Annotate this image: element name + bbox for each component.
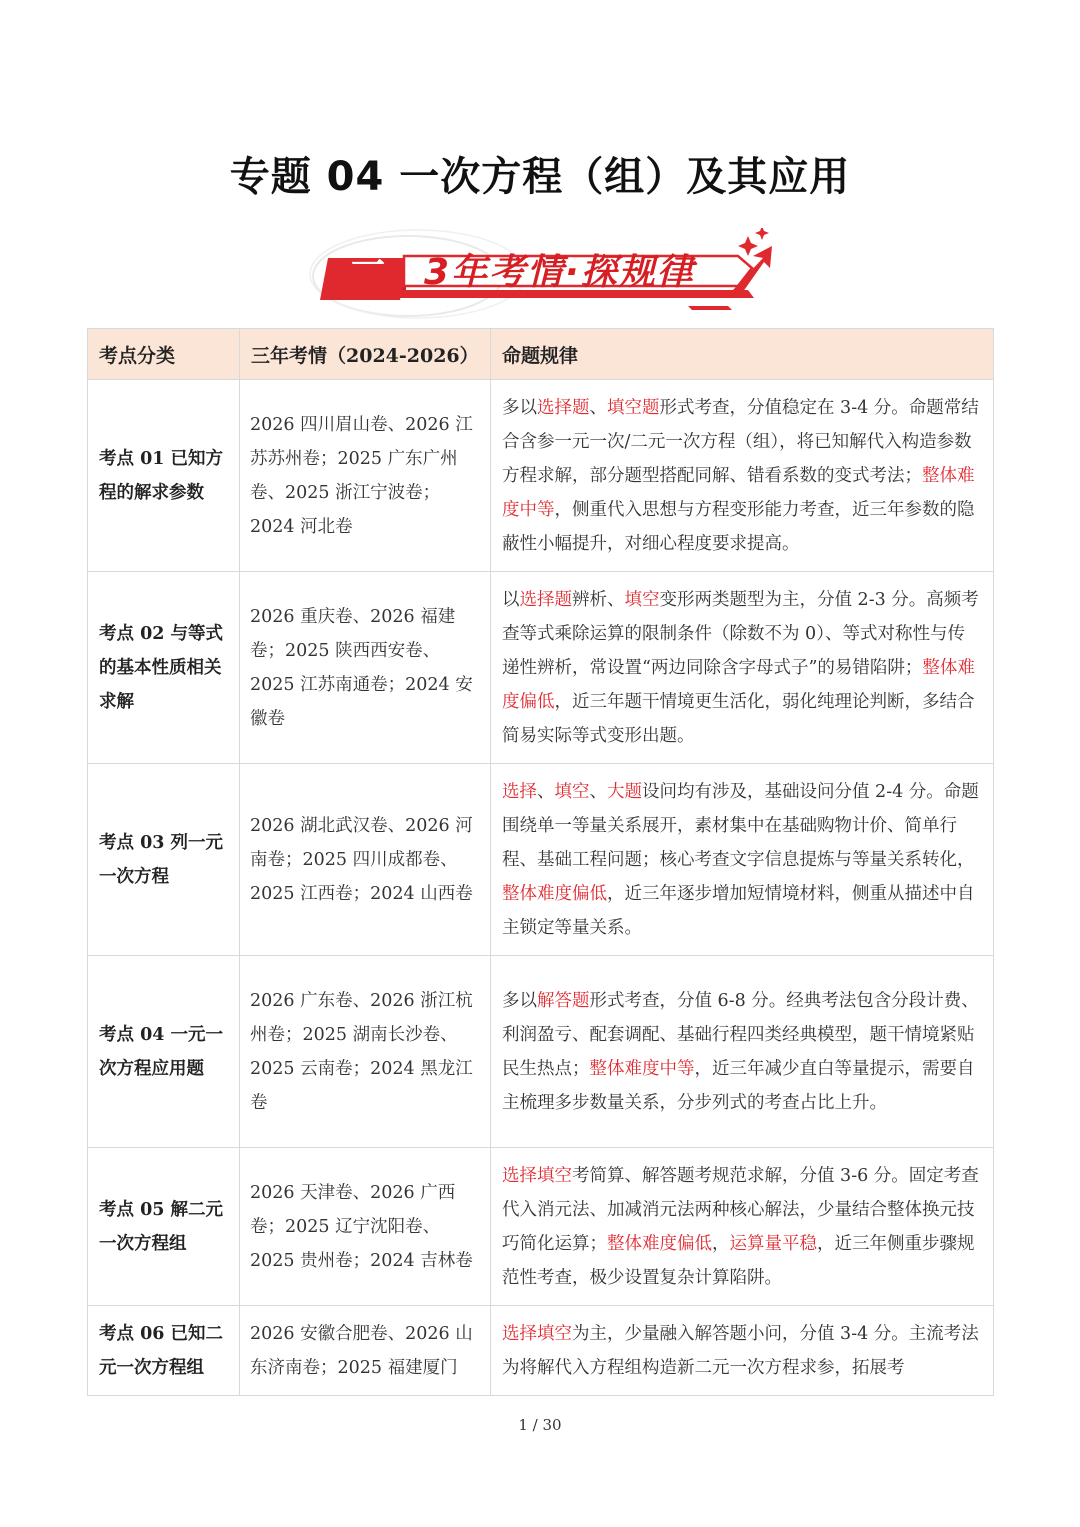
table-row (88, 956, 994, 1148)
category-cell: 考点 04 一元一次方程应用题 (88, 956, 240, 1148)
rule-text: ，侧重代入思想与方程变形能力考查，近三年参数的隐蔽性小幅提升，对细心程度要求提高。 (502, 499, 975, 554)
rule-text: 、 (537, 781, 555, 802)
exams-cell: 2026 四川眉山卷、2026 江苏苏州卷；2025 广东广州卷、2025 浙江宁波卷；2024 河北卷 (240, 380, 491, 572)
exams-cell: 2026 天津卷、2026 广西卷；2025 辽宁沈阳卷、2025 贵州卷；2024 吉林卷 (240, 1148, 491, 1306)
rule-text: ，近三年减少直白等量提示，需要自主梳理多步数量关系，分步列式的考查占比上升。 (502, 1058, 975, 1113)
rule-text: 多以 (502, 990, 537, 1011)
table-row (88, 572, 994, 764)
rule-text: ，近三年逐步增加短情境材料，侧重从描述中自主锁定等量关系。 (502, 883, 975, 938)
rule-text: 、 (589, 397, 607, 418)
highlighted-text: 整体难度中等 (589, 1058, 695, 1079)
rule-cell (491, 380, 994, 572)
rule-cell (491, 1148, 994, 1306)
highlighted-text: 选择题 (519, 589, 572, 610)
rule-text: 以 (502, 589, 520, 610)
exams-cell: 2026 重庆卷、2026 福建卷；2025 陕西西安卷、2025 江苏南通卷；2024 安徽卷 (240, 572, 491, 764)
rule-text: 多以 (502, 397, 537, 418)
table-row (88, 764, 994, 956)
page-number: 1 / 30 (518, 1416, 562, 1434)
category-cell: 考点 02 与等式的基本性质相关求解 (88, 572, 240, 764)
banner-number: 一 (351, 246, 385, 286)
highlighted-text: 解答题 (537, 990, 590, 1011)
table-row (88, 380, 994, 572)
highlighted-text: 填空题 (607, 397, 660, 418)
table-row (88, 1148, 994, 1306)
header-exams: 三年考情（2024-2026） (240, 329, 491, 380)
rule-text: 考简算、解答题考规范求解，分值 3-6 分。固定考查代入消元法、加减消元法两种核心解法，少量结合整体换元技巧简化运算； (502, 1165, 979, 1254)
highlighted-text: 整体难度偏低 (607, 1233, 712, 1254)
category-cell: 考点 03 列一元一次方程 (88, 764, 240, 956)
exams-cell: 2026 湖北武汉卷、2026 河南卷；2025 四川成都卷、2025 江西卷；2024 山西卷 (240, 764, 491, 956)
exam-analysis-table (87, 328, 994, 1396)
rule-cell (491, 956, 994, 1148)
category-cell: 考点 06 已知二元一次方程组 (88, 1306, 240, 1396)
rule-text: 设问均有涉及，基础设问分值 2-4 分。命题围绕单一等量关系展开，素材集中在基础购物计价、简单行程、基础工程问题；核心考查文字信息提炼与等量关系转化， (502, 781, 979, 870)
banner-title: 3年考情·探规律 (424, 252, 695, 293)
rule-text: 形式考查，分值 6-8 分。经典考法包含分段计费、利润盈亏、配套调配、基础行程四类经典模型，题干情境紧贴民生热点； (502, 990, 979, 1079)
highlighted-text: 填空 (624, 589, 660, 610)
rule-text: ，近三年题干情境更生活化，弱化纯理论判断，多结合简易实际等式变形出题。 (502, 691, 975, 746)
header-rule: 命题规律 (491, 329, 994, 380)
category-cell: 考点 01 已知方程的解求参数 (88, 380, 240, 572)
rule-text: 变形两类题型为主，分值 2-3 分。高频考查等式乘除运算的限制条件（除数不为 0）、等式对称性与传递性辨析，常设置“两边同除含字母式子”的易错陷阱； (502, 589, 979, 678)
rule-text: ， (712, 1233, 730, 1254)
category-cell: 考点 05 解二元一次方程组 (88, 1148, 240, 1306)
rule-text: ，近三年侧重步骤规范性考查，极少设置复杂计算陷阱。 (502, 1233, 975, 1288)
highlighted-text: 整体难度偏低 (502, 657, 975, 712)
header-category: 考点分类 (88, 329, 240, 380)
highlighted-text: 运算量平稳 (729, 1233, 817, 1254)
table-header-row (88, 329, 994, 380)
exams-cell: 2026 广东卷、2026 浙江杭州卷；2025 湖南长沙卷、2025 云南卷；2024 黑龙江卷 (240, 956, 491, 1148)
highlighted-text: 整体难度中等 (502, 465, 975, 520)
rule-cell (491, 572, 994, 764)
highlighted-text: 选择 (502, 781, 537, 802)
highlighted-text: 填空 (554, 781, 590, 802)
table-row (88, 1306, 994, 1396)
rule-text: 、 (589, 781, 607, 802)
highlighted-text: 整体难度偏低 (502, 883, 607, 904)
highlighted-text: 选择题 (537, 397, 590, 418)
highlighted-text: 选择填空 (502, 1165, 572, 1186)
rule-cell (491, 764, 994, 956)
exams-cell: 2026 安徽合肥卷、2026 山东济南卷；2025 福建厦门 (240, 1306, 491, 1396)
highlighted-text: 选择填空 (502, 1323, 572, 1344)
section-banner (308, 228, 778, 320)
rule-text: 为主，少量融入解答题小问，分值 3-4 分。主流考法为将解代入方程组构造新二元一次方程求参，拓展考 (502, 1323, 979, 1378)
highlighted-text: 大题 (607, 781, 642, 802)
rule-text: 形式考查，分值稳定在 3-4 分。命题常结合含参一元一次/二元一次方程（组），将已知解代入构造参数方程求解，部分题型搭配同解、错看系数的变式考法； (502, 397, 979, 486)
rule-text: 辨析、 (572, 589, 625, 610)
rule-cell (491, 1306, 994, 1396)
document-title: 专题 04 一次方程（组）及其应用 (229, 154, 851, 200)
